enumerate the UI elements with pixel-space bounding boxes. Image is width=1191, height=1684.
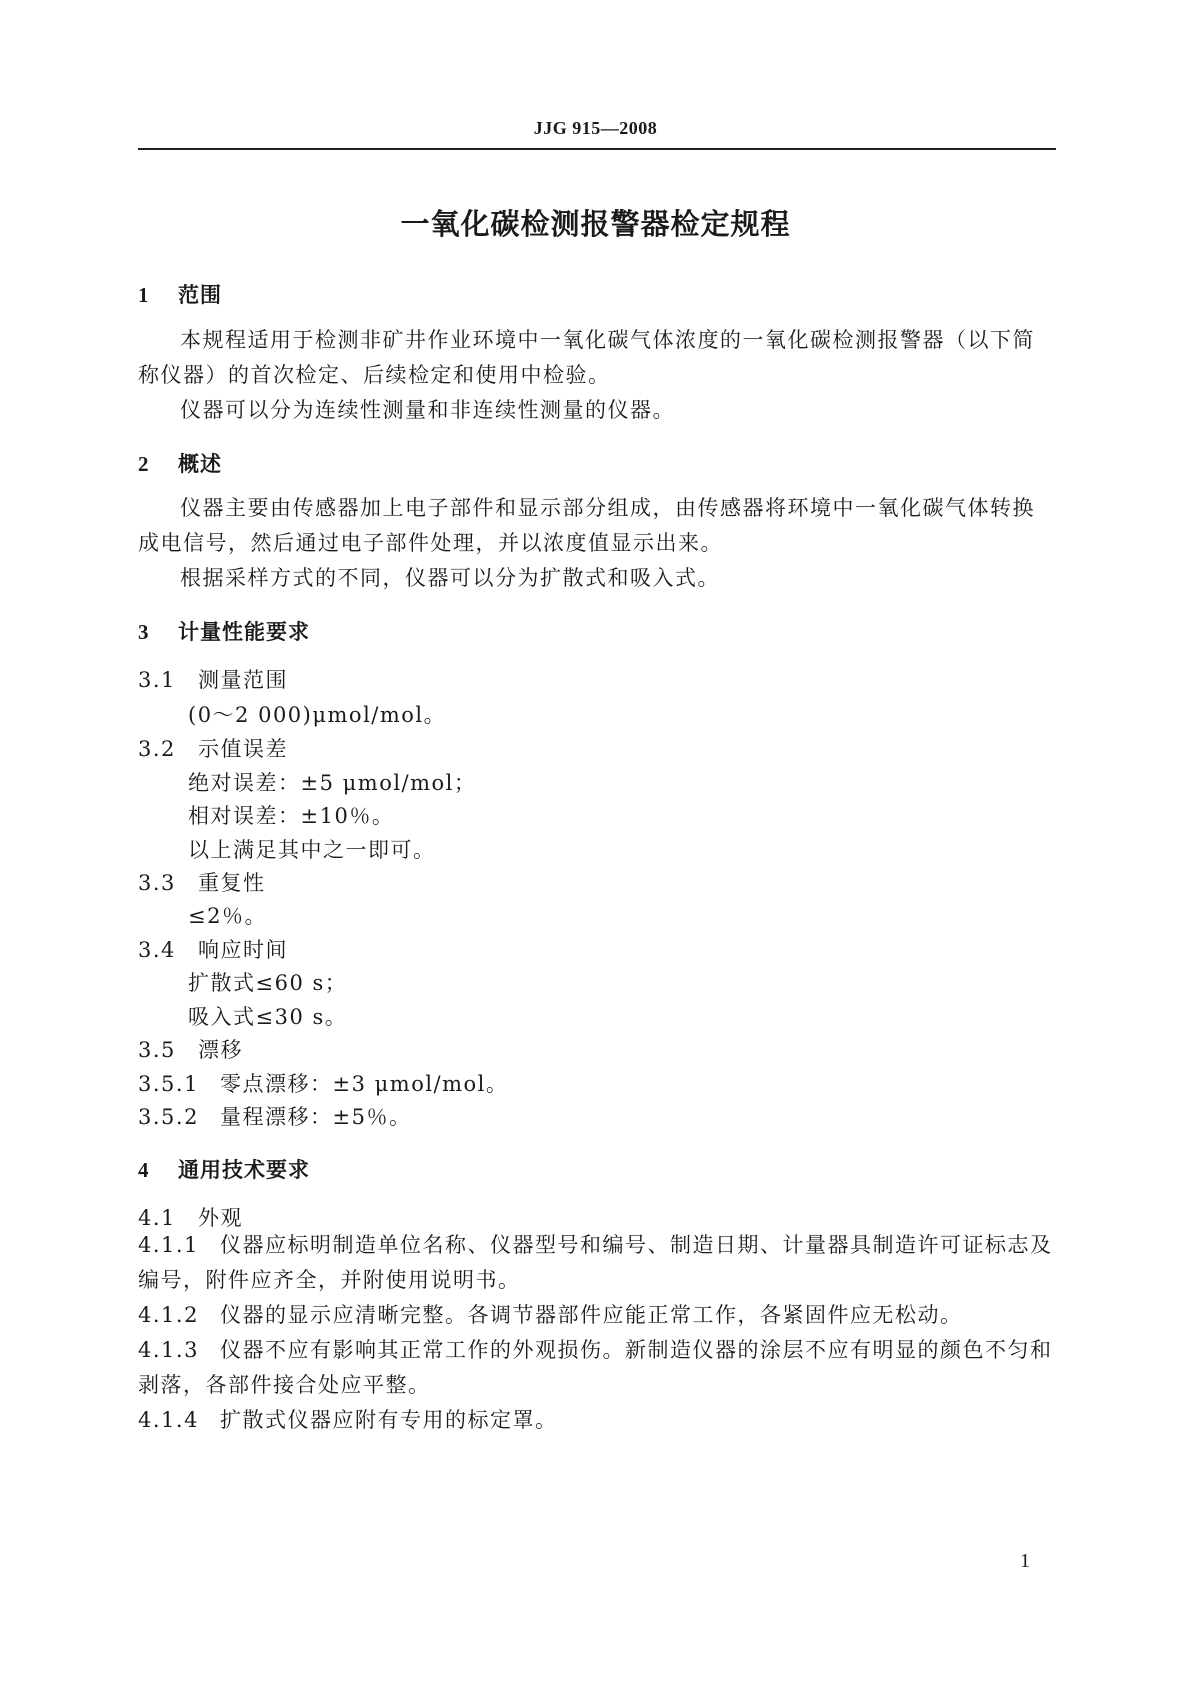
section-title: 通用技术要求	[178, 1158, 310, 1182]
item-3-2	[138, 733, 1056, 763]
paragraph: 根据采样方式的不同，仪器可以分为扩散式和吸入式。	[180, 566, 720, 590]
document-title: 一氧化碳检测报警器检定规程	[400, 207, 791, 241]
section-title: 计量性能要求	[178, 620, 310, 644]
item-number: 3.5.1	[138, 1072, 199, 1096]
item-text: 扩散式仪器应附有专用的标定罩。	[220, 1408, 558, 1432]
item-number: 3.3	[138, 871, 176, 895]
item-title: 示值误差	[198, 737, 288, 761]
section-number: 4	[138, 1158, 150, 1182]
item-title: 测量范围	[198, 668, 288, 692]
header-divider	[138, 148, 1056, 150]
section-title: 概述	[178, 452, 222, 476]
error-note: 以上满足其中之一即可。	[188, 838, 436, 862]
section-1-body	[138, 323, 1056, 428]
item-4-1-1	[138, 1228, 1056, 1298]
item-number: 4.1.1	[138, 1233, 199, 1257]
item-title: 响应时间	[198, 938, 288, 962]
item-number: 3.4	[138, 938, 176, 962]
section-2-body	[138, 491, 1056, 596]
item-text: 零点漂移：±3 μmol/mol。	[220, 1072, 509, 1096]
section-4-heading	[138, 1154, 1056, 1184]
item-3-3	[138, 867, 1056, 897]
item-3-1	[138, 664, 1056, 694]
absolute-error: 绝对误差：±5 μmol/mol；	[188, 771, 477, 795]
repeatability-value: ≤2％。	[188, 904, 267, 928]
section-number: 3	[138, 620, 150, 644]
measurement-range-value: (0～2 000)μmol/mol。	[188, 703, 447, 727]
standard-code-header: JJG 915—2008	[533, 118, 658, 138]
item-3-5-1	[138, 1068, 1056, 1098]
item-text: 仪器不应有影响其正常工作的外观损伤。新制造仪器的涂层不应有明显的颜色不匀和剥落，各部件接合处应平整。	[138, 1338, 1053, 1397]
item-text: 仪器应标明制造单位名称、仪器型号和编号、制造日期、计量器具制造许可证标志及编号，附件应齐全，并附使用说明书。	[138, 1233, 1053, 1292]
item-title: 漂移	[198, 1038, 243, 1062]
item-number: 3.5.2	[138, 1105, 199, 1129]
item-title: 外观	[198, 1206, 243, 1230]
relative-error: 相对误差：±10％。	[188, 804, 395, 828]
item-3-4	[138, 934, 1056, 964]
page-number: 1	[1020, 1550, 1030, 1572]
section-1-heading	[138, 279, 1056, 309]
paragraph: 本规程适用于检测非矿井作业环境中一氧化碳气体浓度的一氧化碳检测报警器（以下简称仪器）的首次检定、后续检定和使用中检验。	[138, 328, 1035, 387]
item-number: 3.2	[138, 737, 176, 761]
section-2-heading	[138, 448, 1056, 478]
item-text: 量程漂移：±5％。	[220, 1105, 412, 1129]
item-number: 4.1.3	[138, 1338, 199, 1362]
item-4-1-4	[138, 1403, 1056, 1438]
paragraph: 仪器可以分为连续性测量和非连续性测量的仪器。	[180, 398, 675, 422]
paragraph: 仪器主要由传感器加上电子部件和显示部分组成，由传感器将环境中一氧化碳气体转换成电信号，然后通过电子部件处理，并以浓度值显示出来。	[138, 496, 1035, 555]
diffusion-response: 扩散式≤60 s；	[188, 971, 348, 995]
item-number: 3.1	[138, 668, 176, 692]
item-title: 重复性	[198, 871, 266, 895]
item-number: 4.1.2	[138, 1303, 199, 1327]
item-4-1-list	[138, 1228, 1056, 1438]
section-number: 2	[138, 452, 150, 476]
item-number: 4.1.4	[138, 1408, 199, 1432]
item-text: 仪器的显示应清晰完整。各调节器部件应能正常工作，各紧固件应无松动。	[220, 1303, 963, 1327]
item-3-5-2	[138, 1101, 1056, 1131]
item-4-1-3	[138, 1333, 1056, 1403]
item-number: 3.5	[138, 1038, 176, 1062]
section-number: 1	[138, 283, 150, 307]
item-3-5	[138, 1034, 1056, 1064]
item-number: 4.1	[138, 1206, 176, 1230]
pump-response: 吸入式≤30 s。	[188, 1005, 348, 1029]
section-3-heading	[138, 616, 1056, 646]
item-4-1-2	[138, 1298, 1056, 1333]
section-title: 范围	[178, 283, 222, 307]
